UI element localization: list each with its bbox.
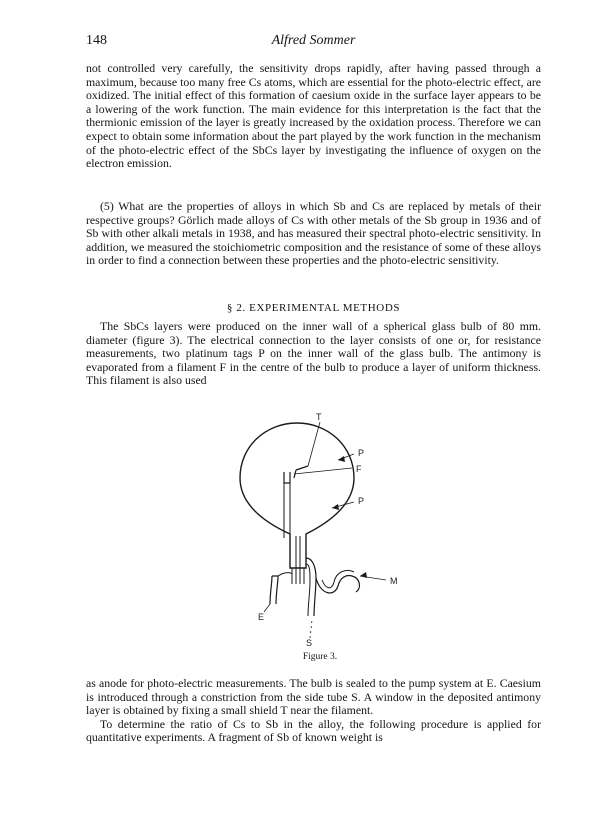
label-S: S — [306, 638, 313, 648]
leader-line — [310, 620, 312, 638]
paragraph-oxidation — [86, 62, 541, 171]
paragraph-text: To determine the ratio of Cs to Sb in the alloy, the following procedure is applied for quantitative experiments. A fragment of Sb of known weight is — [86, 716, 541, 745]
neck-stem — [292, 536, 304, 584]
figure-3 — [200, 408, 440, 676]
glass-bulb — [240, 423, 354, 568]
paragraph-text: The SbCs layers were produced on the inner wall of a spherical glass bulb of 80 mm. diameter (figure 3). The electrical connection to the layer consists of one or, for resistance measurements, two platinum tags P on the inner wall of the glass bulb. The antimony is evaporated from a filament F in the centre of the bulb to produce a layer of uniform thickness. This filament is also used — [86, 319, 541, 388]
label-P-upper: P — [358, 448, 365, 458]
label-M: M — [390, 576, 398, 586]
page-header — [86, 33, 541, 51]
paragraph-bottom — [86, 677, 541, 745]
paragraph-text: as anode for photo-electric measurements. The bulb is sealed to the pump system at E. Caesium is introduced through a constriction from the side tube S. A window in the deposited antimony layer is obtained by fixing a small shield T near the filament. — [86, 676, 541, 718]
shield — [294, 466, 308, 478]
side-tube-inner — [306, 564, 310, 616]
paragraph-text: (5) What are the properties of alloys in which Sb and Cs are replaced by metals of their respective groups? Görlich made alloys of Cs with other metals of the Sb group in 1936 and of Sb with other alkali metals in 1938, and has measured their spectral photo-electric sensitivity. In addition, we measured the stoichiometric composition and the resistance of some of these alloys in order to find a connection between these properties and the photo-electric sensitivity. — [86, 199, 541, 268]
paragraph-methods — [86, 320, 541, 388]
label-P-lower: P — [358, 496, 365, 506]
figure-caption: Figure 3. — [302, 652, 338, 662]
pump-tube — [270, 576, 278, 604]
leader-line — [294, 468, 352, 474]
paragraph-alloys — [86, 200, 541, 268]
paragraph-text: not controlled very carefully, the sensitivity drops rapidly, after having passed through a maximum, because too many free Cs atoms, which are essential for the photo-electric effect, are oxidized. The initial effect of this formation of caesium oxide in the surface layer appears to be a lowering of the work function. The main evidence for this interpretation is the fact that the thermionic emission of the layer is greatly increased by the oxidation process. Therefore we can expect to obtain some information about the part played by the work function in the mechanism of the photo-electric effect of the SbCs layer by investigating the influence of oxygen on the electron emission. — [86, 61, 541, 171]
page-number: 148 — [86, 33, 107, 48]
label-F: F — [356, 464, 362, 474]
bulb-apparatus-diagram — [200, 408, 440, 648]
u-bend — [316, 575, 359, 592]
label-T: T — [316, 412, 322, 422]
running-title: Alfred Sommer — [271, 33, 356, 48]
filament-support — [284, 483, 290, 538]
filament — [284, 472, 290, 483]
side-tube — [306, 558, 316, 616]
label-E: E — [258, 612, 265, 622]
section-heading: § 2. EXPERIMENTAL METHODS — [226, 302, 401, 314]
leader-line — [308, 422, 320, 466]
pump-tube-junction — [278, 573, 292, 576]
leader-line — [264, 604, 270, 612]
